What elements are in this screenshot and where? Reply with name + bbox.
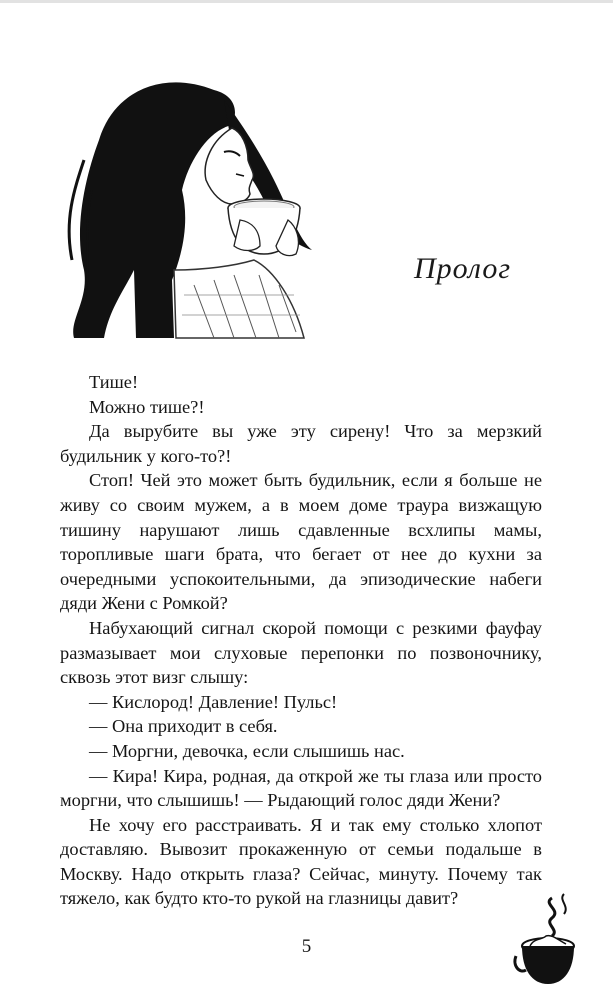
dialogue-line: — Кислород! Давление! Пульс! [89,691,338,712]
dialogue-line: — Кира! Кира, родная, да открой же ты глаза или просто моргни, что слышишь! — Рыдающий голос дяди Жени? [60,765,542,811]
paragraph: Не хочу его расстраивать. Я и так ему столько хлопот доставляю. Вывозит прокаженную от семьи подальше в Москву. Надо открыть глаза? Сейчас, минуту. Почему так тяжело, как будто кто-то рукой на глазницы давит? [60,814,542,909]
dialogue-line: — Моргни, девочка, если слышишь нас. [89,740,405,761]
paragraph: Да вырубите вы уже эту сирену! Что за мерзкий будильник у кого-то?! [60,421,542,466]
paragraph: Стоп! Чей это может быть будильник, если я больше не живу со своим мужем, а в моем доме траура визжащую тишину нарушают лишь сдавленные всхлипы мамы, торопливые шаги брата, что бегает от нее до кухни за очередными успокоительными, да эпизодические набеги дяди Жени с Ромкой? [60,470,542,614]
paragraph: Набухающий сигнал скорой помощи с резкими фауфау размазывает мои слуховые перепонки по позвоночнику, сквозь этот визг слышу: [60,617,542,688]
chapter-title: Пролог [414,252,512,285]
coffee-cup-icon [512,890,584,990]
page-number: 5 [301,936,312,957]
paragraph: Можно тише?! [89,396,205,417]
paragraph: Тише! [89,372,139,392]
body-text [60,370,542,911]
woman-with-cup-illustration [64,70,326,340]
top-border [0,0,613,3]
dialogue-line: — Она приходит в себя. [89,716,278,737]
